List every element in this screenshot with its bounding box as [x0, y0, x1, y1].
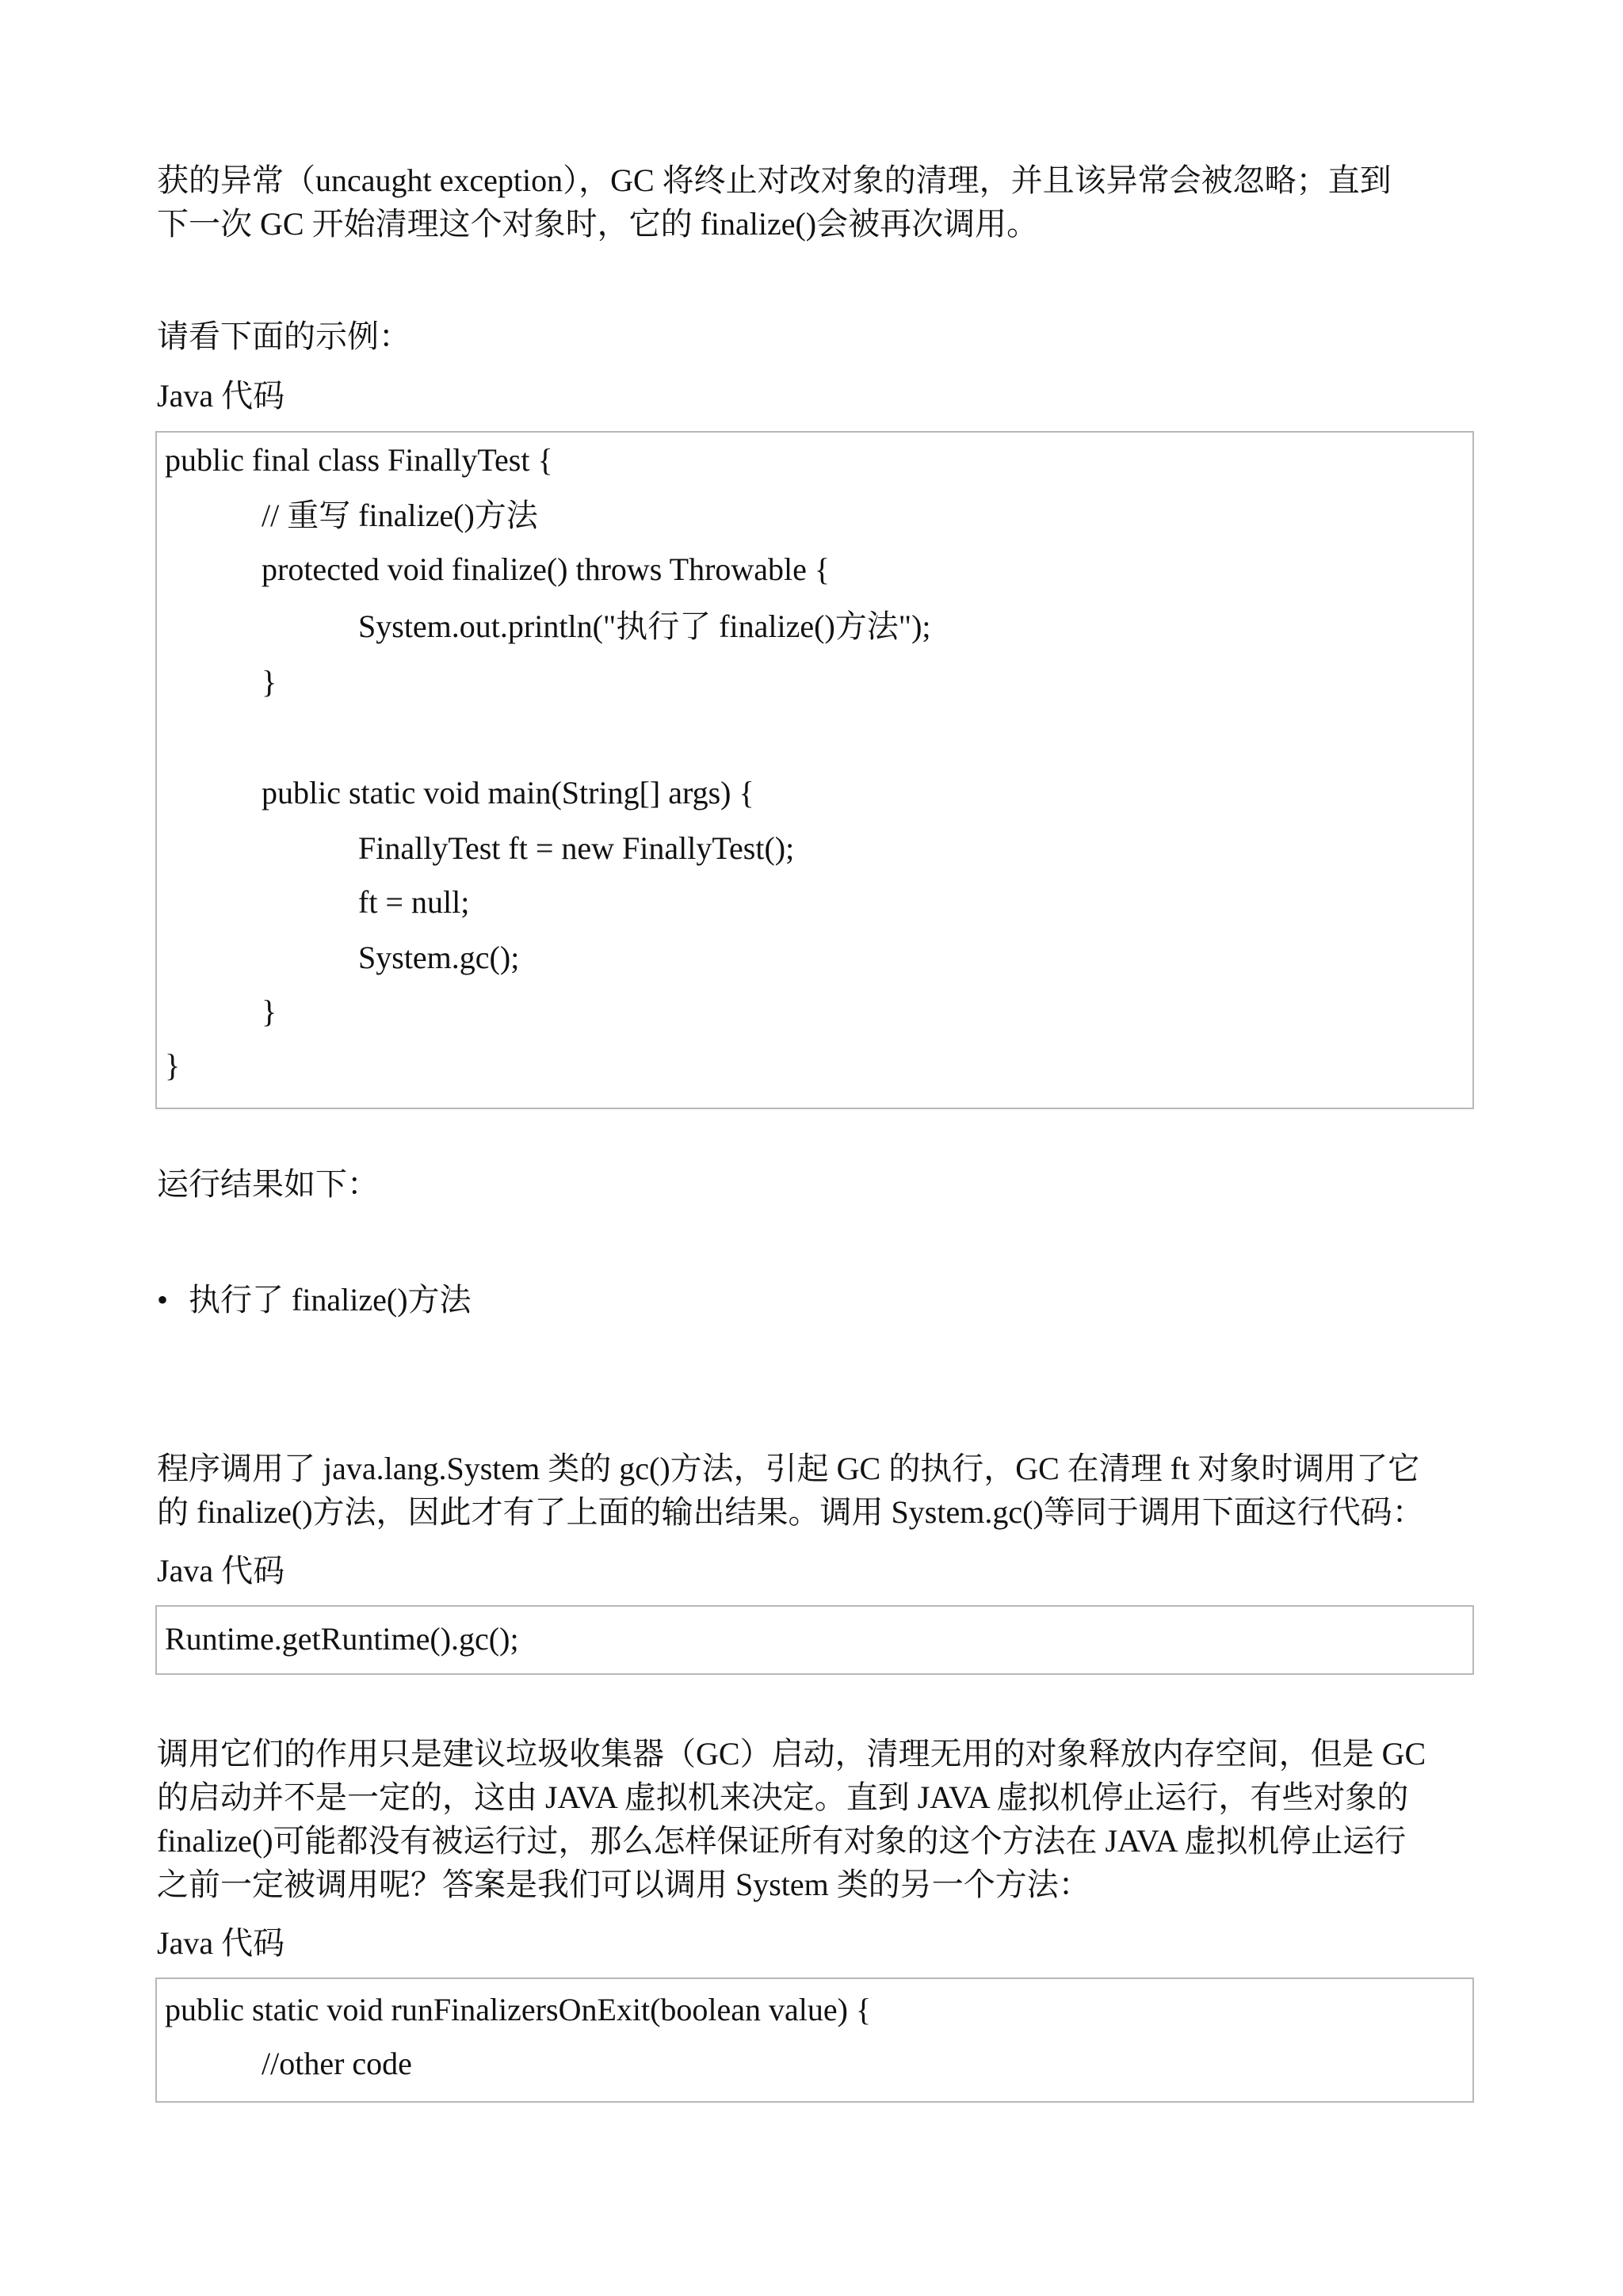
code-line: public static void runFinalizersOnExit(boolean value) { — [165, 1992, 872, 2027]
explanation-line: 之前一定被调用呢？答案是我们可以调用 System 类的另一个方法： — [157, 1867, 1090, 1902]
explanation-line: 的 finalize()方法，因此才有了上面的输出结果。调用 System.gc()等同于调用下面这行代码： — [157, 1494, 1424, 1530]
intro-line: 获的异常（uncaught exception），GC 将终止对改对象的清理，并且该异常会被忽略；直到 — [157, 162, 1392, 198]
intro-line: 下一次 GC 开始清理这个对象时，它的 finalize()会被再次调用。 — [157, 206, 1039, 242]
example-prompt: 请看下面的示例： — [157, 318, 411, 354]
explanation-paragraph — [157, 1447, 1472, 1534]
code-line: System.gc(); — [358, 940, 520, 975]
explanation-line: 调用它们的作用只是建议垃圾收集器（GC）启动，清理无用的对象释放内存空间，但是 GC — [157, 1736, 1426, 1772]
code-block — [155, 1605, 1474, 1675]
code-label: Java 代码 — [157, 1553, 285, 1589]
code-label: Java 代码 — [157, 1925, 285, 1961]
code-line: } — [262, 664, 277, 700]
code-line: protected void finalize() throws Throwable { — [262, 551, 831, 587]
code-line: } — [165, 1047, 181, 1083]
code-label: Java 代码 — [157, 378, 285, 414]
code-line: System.out.println("执行了 finalize()方法"); — [358, 608, 931, 644]
code-block — [155, 431, 1474, 1109]
code-line: //other code — [262, 2046, 412, 2081]
code-line: ft = null; — [358, 884, 470, 920]
code-line: public static void main(String[] args) { — [262, 775, 754, 810]
code-line: FinallyTest ft = new FinallyTest(); — [358, 830, 795, 866]
intro-paragraph — [157, 158, 1472, 246]
code-block — [155, 1978, 1474, 2103]
code-line: // 重写 finalize()方法 — [262, 498, 538, 533]
explanation-line: 程序调用了 java.lang.System 类的 gc()方法，引起 GC 的执行，GC 在清理 ft 对象时调用了它 — [157, 1451, 1420, 1486]
result-text: 执行了 finalize()方法 — [189, 1282, 472, 1318]
explanation-paragraph — [157, 1732, 1472, 1906]
explanation-line: 的启动并不是一定的，这由 JAVA 虚拟机来决定。直到 JAVA 虚拟机停止运行，有些对象的 — [157, 1779, 1409, 1815]
result-prompt: 运行结果如下： — [157, 1166, 379, 1202]
code-line: public final class FinallyTest { — [165, 442, 553, 478]
code-line: } — [262, 994, 277, 1029]
explanation-line: finalize()可能都没有被运行过，那么怎样保证所有对象的这个方法在 JAVA 虚拟机停止运行 — [157, 1823, 1407, 1859]
bullet-icon: • — [157, 1282, 169, 1318]
code-line: Runtime.getRuntime().gc(); — [165, 1621, 519, 1657]
